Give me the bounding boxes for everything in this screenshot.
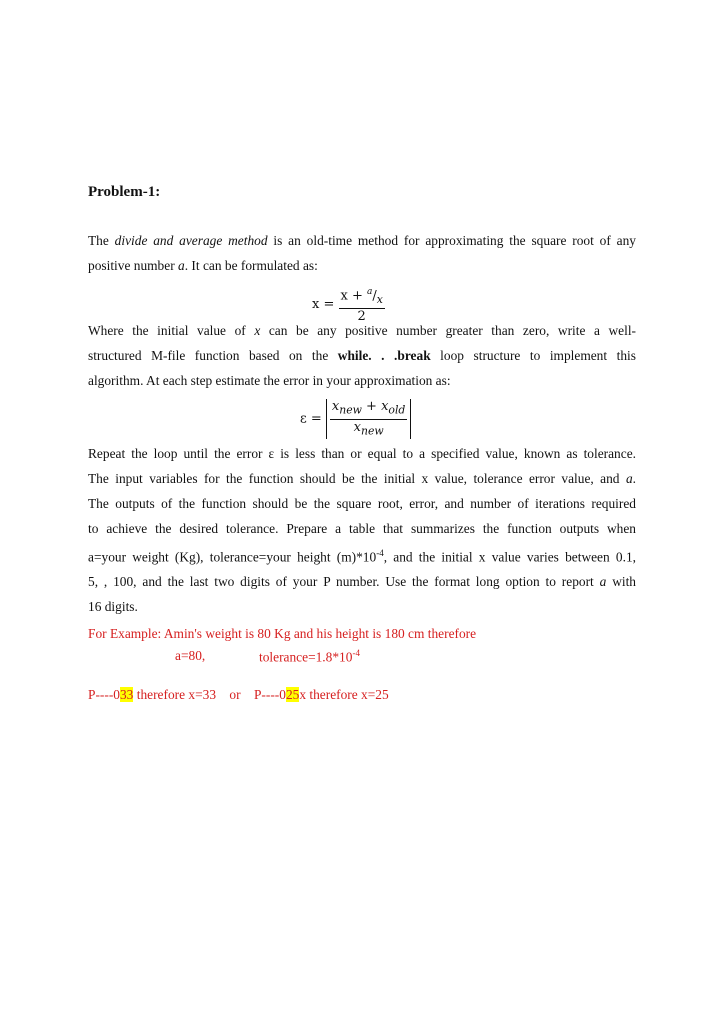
requirements-paragraph (88, 441, 636, 619)
formula-error: ε = $\frac{x_{new} + x_{old}}{x_{new}}$ (300, 399, 411, 439)
example-tolerance: $tolerance=1.8*10^{-4}$ (259, 648, 360, 665)
loop-structure: while. . .break (337, 348, 431, 363)
para3-line-4: to achieve the desired tolerance. Prepare a table that summarizes the function outputs when (88, 521, 636, 536)
para3-line-1: Repeat the loop until the error ε is less than or equal to a specified value, known as tolerance. (88, 446, 636, 461)
example-a-value: a=80, (175, 648, 206, 663)
intro-paragraph (88, 228, 636, 278)
intro-line-1: The divide and average method is an old-time method for approximating the square root of any (88, 233, 636, 248)
formula-divide-average: x = $\frac{x + ^a/_x}{2}$ (312, 284, 385, 325)
p-number-examples: P----033 therefore x=33 or P----025x therefore x=25 (88, 687, 389, 702)
intro-line-2: positive number a. It can be formulated as: (88, 258, 318, 273)
para2-line-3: algorithm. At each step estimate the error in your approximation as: (88, 373, 451, 388)
instructions-paragraph (88, 318, 636, 393)
para2-line-2: structured M-file function based on the while. . .break loop structure to implement this (88, 348, 636, 363)
para2-line-1: Where the initial value of x can be any positive number greater than zero, write a well- (88, 323, 637, 338)
highlight-25: 25 (285, 687, 300, 702)
para3-line-2: The input variables for the function should be the initial x value, tolerance error value, and a. (88, 471, 636, 486)
para3-line-3: The outputs of the function should be the square root, error, and number of iterations required (88, 496, 636, 511)
problem-heading: Problem-1: (88, 184, 161, 200)
para3-line-5: a=your weight (Kg), tolerance=your height $(m)*10^{-4}$, and the initial x value varies between 0.1, (88, 548, 636, 565)
para3-line-7: 16 digits. (88, 599, 138, 615)
para3-line-6: 5, , 100, and the last two digits of your P number. Use the format long option to report a with (88, 574, 637, 590)
highlight-33: 33 (119, 687, 134, 702)
method-name: divide and average method (114, 233, 268, 248)
example-line: For Example: Amin's weight is 80 Kg and his height is 180 cm therefore (88, 626, 477, 641)
